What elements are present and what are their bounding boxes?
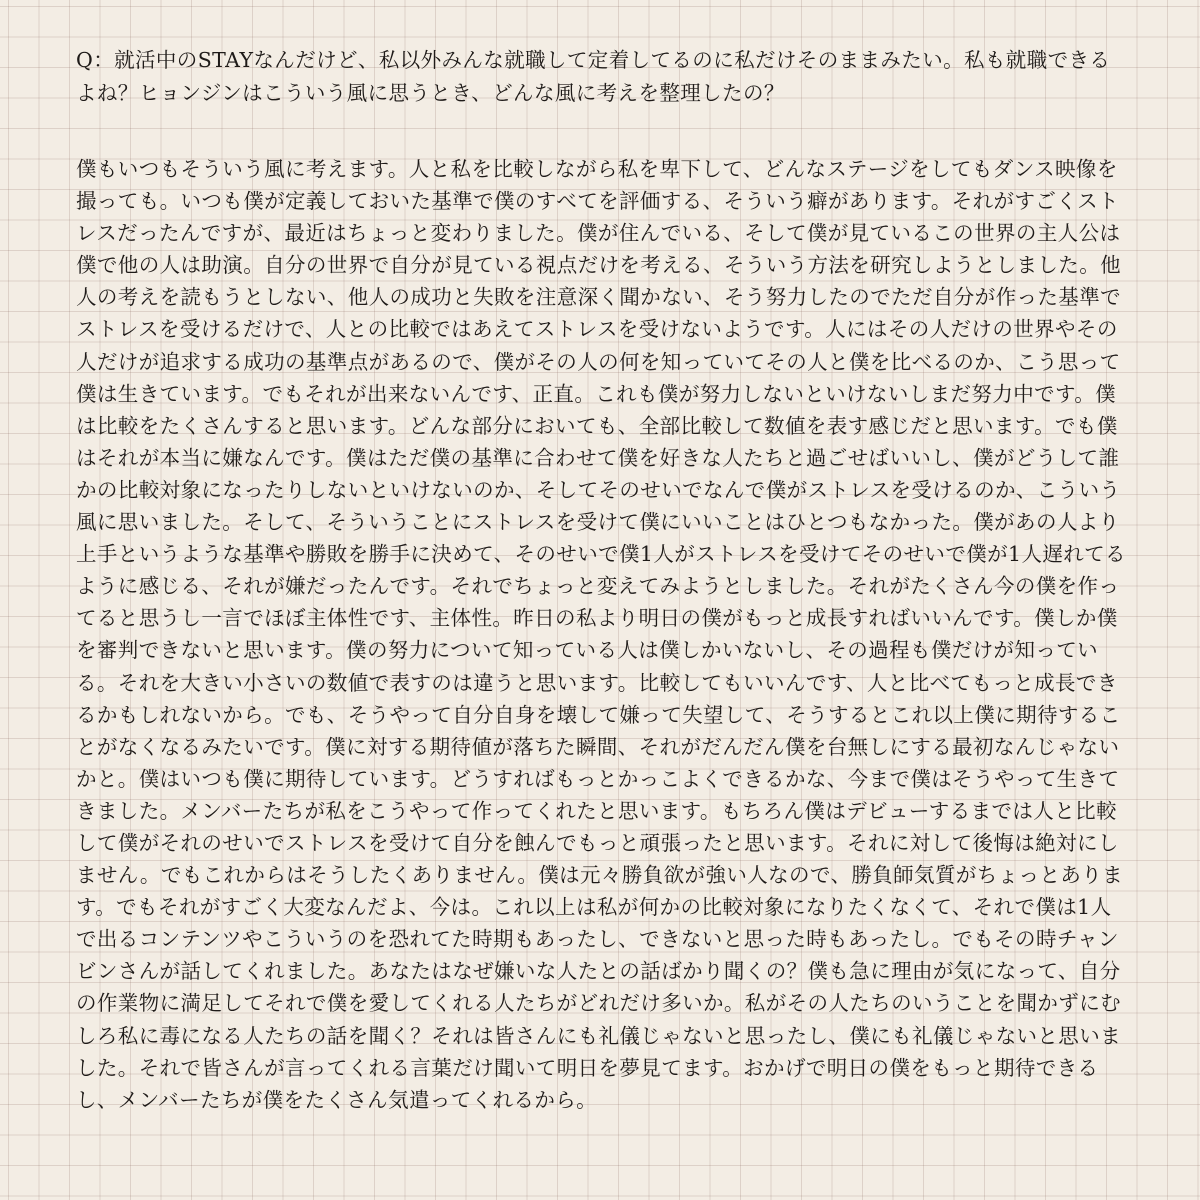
question-text: Q：就活中のSTAYなんだけど、私以外みんな就職して定着してるのに私だけそのままみたい。私も就職できるよね？ヒョンジンはこういう風に思うとき、どんな風に考えを整理したの？ xyxy=(76,48,1111,105)
paragraph-gap xyxy=(76,110,1128,153)
answer-text: 僕もいつもそういう風に考えます。人と私を比較しながら私を卑下して、どんなステージをしてもダンス映像を撮っても。いつも僕が定義しておいた基準で僕のすべてを評価する、そういう癖があります。それがすごくストレスだったんですが、最近はちょっと変わりました。僕が住んでいる、そして僕が見ているこの世界の主人公は僕で他の人は助演。自分の世界で自分が見ている視点だけを考える、そういう方法を研究しようとしました。他人の考えを読もうとしない、他人の成功と失敗を注意深く聞かない、そう努力したのでただ自分が作った基準でストレスを受けるだけで、人との比較ではあえてストレスを受けないようです。人にはその人だけの世界やその人だけが追求する成功の基準点があるので、僕がその人の何を知っていてその人と僕を比べるのか、こう思って僕は生きています。でもそれが出来ないんです、正直。これも僕が努力しないといけないしまだ努力中です。僕は比較をたくさんすると思います。どんな部分においても、全部比較して数値を表す感じだと思います。でも僕はそれが本当に嫌なんです。僕はただ僕の基準に合わせて僕を好きな人たちと過ごせばいいし、僕がどうして誰かの比較対象になったりしないといけないのか、そしてそのせいでなんで僕がストレスを受けるのか、こういう風に思いました。そして、そういうことにストレスを受けて僕にいいことはひとつもなかった。僕があの人より上手というような基準や勝敗を勝手に決めて、そのせいで僕1人がストレスを受けてそのせいで僕が1人遅れてるように感じる、それが嫌だったんです。それでちょっと変えてみようとしました。それがたくさん今の僕を作ってると思うし一言でほぼ主体性です、主体性。昨日の私より明日の僕がもっと成長すればいいんです。僕しか僕を審判できないと思います。僕の努力について知っている人は僕しかいないし、その過程も僕だけが知っている。それを大きい小さいの数値で表すのは違うと思います。比較してもいいんです、人と比べてもっと成長できるかもしれないから。でも、そうやって自分自身を壊して嫌って失望して、そうするとこれ以上僕に期待することがなくなるみたいです。僕に対する期待値が落ちた瞬間、それがだんだん僕を台無しにする最初なんじゃないかと。僕はいつも僕に期待しています。どうすればもっとかっこよくできるかな、今まで僕はそうやって生きてきました。メンバーたちが私をこうやって作ってくれたと思います。もちろん僕はデビューするまでは人と比較して僕がそれのせいでストレスを受けて自分を蝕んでもっと頑張ったと思います。それに対して後悔は絶対にしません。でもこれからはそうしたくありません。僕は元々勝負欲が強い人なので、勝負師気質がちょっとあります。でもそれがすごく大変なんだよ、今は。これ以上は私が何かの比較対象になりたくなくて、それで僕は1人で出るコンテンツやこういうのを恐れてた時期もあったし、できないと思った時もあったし。でもその時チャンビンさんが話してくれました。あなたはなぜ嫌いな人たとの話ばかり聞くの？僕も急に理由が気になって、自分の作業物に満足してそれで僕を愛してくれる人たちがどれだけ多いか。私がその人たちのいうことを聞かずにむしろ私に毒になる人たちの話を聞く？それは皆さんにも礼儀じゃないと思ったし、僕にも礼儀じゃないと思いました。それで皆さんが言ってくれる言葉だけ聞いて明日を夢見てます。おかげで明日の僕をもっと期待できるし、メンバーたちが僕をたくさん気遣ってくれるから。 xyxy=(76,157,1126,1112)
qa-document xyxy=(76,44,1128,1116)
